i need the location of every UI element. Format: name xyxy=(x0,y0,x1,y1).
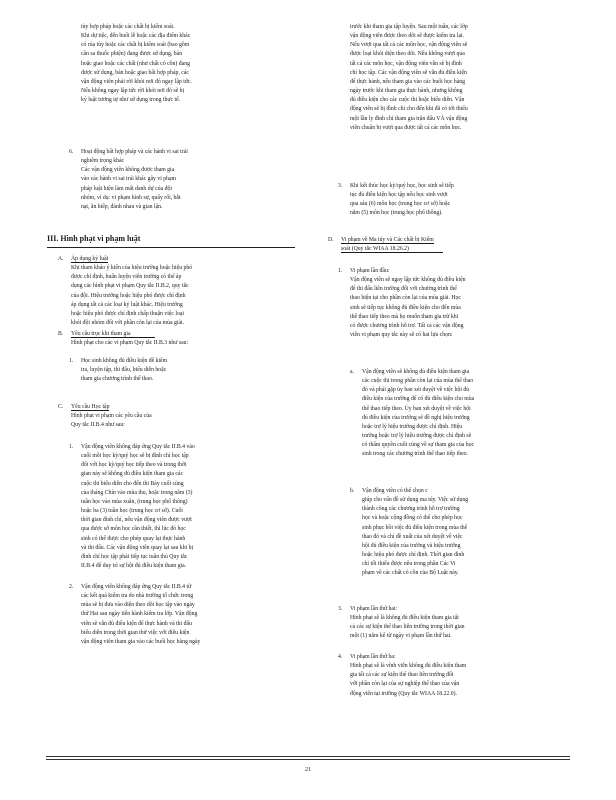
text-line: và thi đấu. Các vận động viên quay lại sau khi bị xyxy=(81,544,194,551)
section-title: Vi phạm về Ma túy và Các chất bị Kiểm xyxy=(341,237,434,243)
text-line: có thẩm quyền cuối cùng về sự tham gia của học xyxy=(362,442,475,449)
text-line: Học sinh không đủ điều kiện để kiểm xyxy=(81,358,168,364)
item-number: 1. xyxy=(69,358,74,364)
text-line: được loại khỏi diện theo dõi. Nếu không vượt qua xyxy=(350,51,465,58)
text-line: thành công các chương trình hỗ trợ trường xyxy=(362,506,460,513)
item-number: 3. xyxy=(338,183,343,189)
text-line: viên sẽ vẫn đủ điều kiện để thực hành và thi đấu xyxy=(81,620,192,627)
section-letter: A. xyxy=(58,256,64,262)
item-number: 2. xyxy=(69,584,74,590)
text-line: động viên sẽ bị đình chỉ cho đến khi đã có tới thiểu xyxy=(350,106,468,113)
text-line: Hình phạt sẽ là vĩnh viễn không đủ điều kiện tham xyxy=(350,663,467,670)
text-line: vào các hành vi sai trái khác gây vi phạm xyxy=(81,176,176,183)
right-intro-paragraph xyxy=(350,23,468,133)
text-line: hội đủ điều kiện của trường và hiệu trưởng xyxy=(362,542,461,549)
text-line: sinh có thể được cho phép quay lại thực hành xyxy=(81,535,186,542)
text-line: Khi dự tiệc, đến buổi lễ hoặc các địa điểm khác xyxy=(81,33,191,40)
text-line: Vận động viên không đáp ứng Quy tắc II.B.4 từ xyxy=(81,584,192,590)
item-3-paragraph xyxy=(350,182,454,219)
section-letter: C. xyxy=(58,404,64,410)
text-line: trưởng hoặc trợ lý hiệu trưởng được chỉ định sẽ xyxy=(362,433,472,440)
text-line: của tháng Chín vào mùa thu, hoặc trong năm (3) xyxy=(81,489,193,496)
text-line: kỷ luật tương tự như sử dụng trong thực tế. xyxy=(81,97,181,104)
text-line: trước khi tham gia tập luyện. Sau một tuần, các lớp xyxy=(350,24,468,30)
footer-rule-bottom xyxy=(46,759,570,760)
text-line: Khi kết thúc học kỳ/quý học, học sinh sẽ tiếp xyxy=(350,183,454,189)
text-line: Nếu không ngay lập tức rời khỏi nơi đó sẽ bị xyxy=(81,88,185,95)
text-line: điều kiện của trường để có đủ điều kiện cho mùa xyxy=(362,396,475,403)
text-line: thứ Hai sau ngày tiến hành kiểm tra lớp. Vận động xyxy=(81,611,198,618)
item-number: 6. xyxy=(69,149,74,155)
item-title: Vi phạm lần thứ ba: xyxy=(350,654,396,660)
section-d-item-1 xyxy=(350,267,466,340)
text-line: Hoạt động bất hợp pháp và các hành vi sai trái xyxy=(81,149,188,155)
text-line: đình chỉ học tập phải tiếp tục tuân thủ Quy tắc xyxy=(81,553,188,560)
text-line: viên vi phạm quy tắc này sẽ có hai lựa chọn: xyxy=(350,332,453,339)
text-line: được sử dụng, bán hoặc giao bất hợp pháp, các xyxy=(81,69,189,76)
text-line: một (1) năm kể từ ngày vi phạm lần thứ hai. xyxy=(350,633,452,640)
text-line: thao đó và chỉ đề xuất của xét duyệt về việc xyxy=(362,533,463,540)
section-c-item-2 xyxy=(81,583,200,647)
text-line: đó và phải gặp ủy ban xét duyệt về việc hội đủ xyxy=(362,387,470,394)
section-d-item-1a xyxy=(362,368,474,460)
text-line: của đội. Hiệu trưởng hoặc hiệu phó được chỉ định xyxy=(71,292,186,299)
text-line: hoặc ba (3) tuần học (trung học cơ sở). Cuối xyxy=(81,508,183,515)
item-title: Vi phạm lần đầu: xyxy=(350,268,390,274)
text-line: hoặc trợ lý hiệu trưởng được chỉ định. Hiệu xyxy=(362,423,463,430)
text-line: cuộc thi biểu diễn cho đến thi Bảy cuối cùng xyxy=(81,480,184,487)
text-line: II.B.4 để duy trì sự hội đủ điều kiện tham gia. xyxy=(81,563,187,570)
section-heading: III. Hình phạt vi phạm luật xyxy=(47,234,141,243)
text-line: viên chuẩn bị vượt qua được tất cả các môn học. xyxy=(350,124,462,131)
section-letter: B. xyxy=(58,331,64,337)
text-line: mùa sẽ bị đưa vào diện theo dõi học tập vào ngày xyxy=(81,602,195,609)
text-line: một lần ly đình chỉ tham gia trận đấu VÀ vận động xyxy=(350,115,468,122)
text-line: gian này sẽ không đủ điều kiện tham gia các xyxy=(81,471,184,478)
text-line: pháp luật hiện làm mất danh dự của đội xyxy=(81,185,172,192)
item-number: 1. xyxy=(338,268,343,274)
left-intro-paragraph xyxy=(81,23,192,105)
item-title: Vi phạm lần thứ hai: xyxy=(350,606,398,612)
text-line: tùy hợp pháp hoặc các chất bị kiểm soát. xyxy=(81,24,175,30)
text-line: nạt, ăn hiếp, đánh nhau và gian lận. xyxy=(81,203,163,210)
section-a xyxy=(71,255,192,328)
text-line: tham gia chương trình thể thao. xyxy=(81,376,154,383)
text-line: Nếu vượt qua tất cả các môn học, vận động viên sẽ xyxy=(350,42,468,49)
text-line: có được chương trình hỗ trợ. Tất cả các vận động xyxy=(350,322,464,329)
text-line: đối với học kỳ/quý học tiếp theo và trong thời xyxy=(81,462,187,469)
section-b xyxy=(71,330,188,348)
text-line: Vận động viên có thể chọn c xyxy=(362,488,428,494)
text-line: giúp cho vấn đề sử dụng ma túy. Việc sử dụng xyxy=(362,497,469,504)
section-c-item-1 xyxy=(81,443,195,571)
text-line: ngày trước khi tham gia thực hành, nhưng không xyxy=(350,88,463,95)
item-letter: b. xyxy=(350,488,355,494)
section-c xyxy=(71,403,152,430)
section-title: Yêu cầu trục khi tham gia xyxy=(71,331,155,338)
text-line: với phần còn lại của sự nghiệp thể thao của vận xyxy=(350,681,460,688)
section-b-item-1 xyxy=(81,357,167,384)
text-line: cuối mỗi học kỳ/quý học sẽ bị đình chỉ học tập xyxy=(81,453,189,460)
text-line: hoặc giao hoặc các chất (như chất có cồn) đang xyxy=(81,60,190,67)
text-line: biểu diễn trong thời gian thử việc với điều kiện xyxy=(81,629,190,636)
text-line: để thực hành, nếu tham gia vào các buổi học hàng xyxy=(350,78,466,85)
text-line: Hình phạt sẽ là không đủ điều kiện tham gia tất xyxy=(350,615,459,622)
text-line: Khi tham khảo ý kiến của hiệu trưởng hoặc hiệu phó xyxy=(71,265,193,272)
text-line: tục đủ điều kiện học tập nếu học sinh vượt xyxy=(350,192,448,199)
section-d-item-3 xyxy=(350,605,465,642)
text-line: các kết quả kiểm tra do nhà trường tổ chức trong xyxy=(81,593,194,600)
text-line: Quy tắc II.B.4 như sau: xyxy=(71,422,125,429)
text-line: phạm về các chất có cồn của Bộ Luật này. xyxy=(362,570,459,577)
text-line: đủ điều kiện cho các cuộc thi hoặc biểu diễn. Vận xyxy=(350,97,465,104)
text-line: động viên tại trường (Quy tắc WIAA 18.22.0). xyxy=(350,690,457,697)
text-line: Vận động viên sẽ không đủ điều kiện tham gia xyxy=(362,369,470,375)
text-line: dụng các hình phạt vi phạm Quy tắc II.B.2, quy tắc xyxy=(71,283,189,290)
text-line: sinh trong các chương trình thể thao tiếp theo. xyxy=(362,451,468,458)
text-line: năm (5) môn học (trung học phổ thông). xyxy=(350,210,443,217)
item-number: 4. xyxy=(338,654,343,660)
text-line: thao hiện tại cho phần còn lại của mùa giải. Học xyxy=(350,295,461,302)
text-line: Vận động viên sẽ ngay lập tức không đủ điều kiện xyxy=(350,277,466,284)
item-number: 3. xyxy=(338,606,343,612)
text-line: vận động viên tham gia vào các buổi học hàng ngày xyxy=(81,638,201,645)
section-d-item-4 xyxy=(350,653,466,699)
text-line: Các vận động viên không được tham gia xyxy=(81,167,175,174)
text-line: Hình phạt cho các vi phạm Quy tắc II.B.3 như sau: xyxy=(71,340,189,347)
text-line: hoặc hiệu phó được chỉ định chấp thuận việc loại xyxy=(71,310,184,317)
text-line: đủ điều kiện của trường sẽ đề nghị hiệu trưởng xyxy=(362,414,470,421)
heading-rule xyxy=(47,247,295,248)
text-line: chỉ học tập. Các vận động viên sẽ vẫn đủ điều kiện xyxy=(350,69,467,76)
text-line: áp dụng tất cả các loại kỷ luật khác. Hiệu trưởng xyxy=(71,301,183,308)
text-line: qua được sở môn học cần thiết, thì lúc đó học xyxy=(81,526,186,533)
text-line: vận động viên phải rời khỏi nơi đó ngay lập tức. xyxy=(81,78,192,85)
text-line: hoặc hiệu phó được chỉ định. Thời gian đình xyxy=(362,552,465,559)
footer-rule-top xyxy=(46,756,570,757)
text-line: có rủa tùy hoặc các chất bị kiểm soát (bao gồm xyxy=(81,42,190,49)
text-line: các cuộc thi trong phần còn lại của mùa thể thao xyxy=(362,378,474,385)
text-line: được chỉ định, huấn luyện viên trưởng có thể áp xyxy=(71,274,182,281)
text-line: nghiêm trọng khác xyxy=(81,158,125,165)
item-number: 1. xyxy=(69,444,74,450)
text-line: gia tất cả các sự kiện thể thao liên trường đối xyxy=(350,672,454,679)
text-line: tất cả các môn học, vận động viên vẫn sẽ bị đình xyxy=(350,60,462,67)
item-letter: a. xyxy=(350,369,354,375)
section-title: soát (Quy tắc WIAA 18.26.2) xyxy=(341,246,443,253)
text-line: sinh phục hồi việc đủ điều kiện trong mùa thể xyxy=(362,524,468,531)
text-line: sinh sẽ tiếp tục không đủ điều kiện cho đến mùa xyxy=(350,304,461,311)
item-6-paragraph xyxy=(81,148,188,212)
text-line: thời gian đình chỉ, nếu vận động viên được vượt xyxy=(81,517,192,524)
text-line: Vận động viên không đáp ứng Quy tắc II.B.4 vào xyxy=(81,444,195,450)
text-line: tra, luyện tập, thi đấu, biểu diễn hoặc xyxy=(81,367,167,374)
text-line: chỉ tối thiểu được nêu trong phần Các Vi xyxy=(362,561,456,568)
text-line: thể thao tiếp theo mà họ muốn tham gia trừ khi xyxy=(350,313,459,320)
text-line: học và hoặc cộng đồng có thể cho phép học xyxy=(362,515,463,522)
text-line: khỏi đội nhóm đối với phần còn lại của mùa giải. xyxy=(71,320,185,327)
text-line: cả các sự kiện thể thao liên trường trong thời gian xyxy=(350,624,465,631)
text-line: để thi đấu liên trường đối với chương trình thể xyxy=(350,286,457,293)
section-title: Áp dụng kỷ luật xyxy=(71,256,109,262)
section-d-item-1b xyxy=(362,487,468,579)
section-d xyxy=(341,236,443,254)
text-line: vận động viên được theo dõi sẽ được kiểm tra lại. xyxy=(350,33,465,40)
text-line: qua sáu (6) môn học (trung học cơ sở) hoặc xyxy=(350,201,451,208)
text-line: thể thao tiếp theo. Ủy ban xét duyệt về việc hội xyxy=(362,405,471,412)
page-number: 21 xyxy=(305,767,311,773)
section-letter: D. xyxy=(328,237,334,243)
text-line: Hình phạt vi phạm các yêu cầu của xyxy=(71,413,152,420)
section-title: Yêu cầu Học tập xyxy=(71,404,110,410)
text-line: nhóm, ví dụ: vi phạm hình sự, quấy rối, bắt xyxy=(81,194,181,201)
text-line: tuần học vào mùa xuân, (trung học phổ thông) xyxy=(81,498,188,505)
text-line: cần sa thuốc phiện) đang được sử dụng, bán xyxy=(81,51,183,58)
